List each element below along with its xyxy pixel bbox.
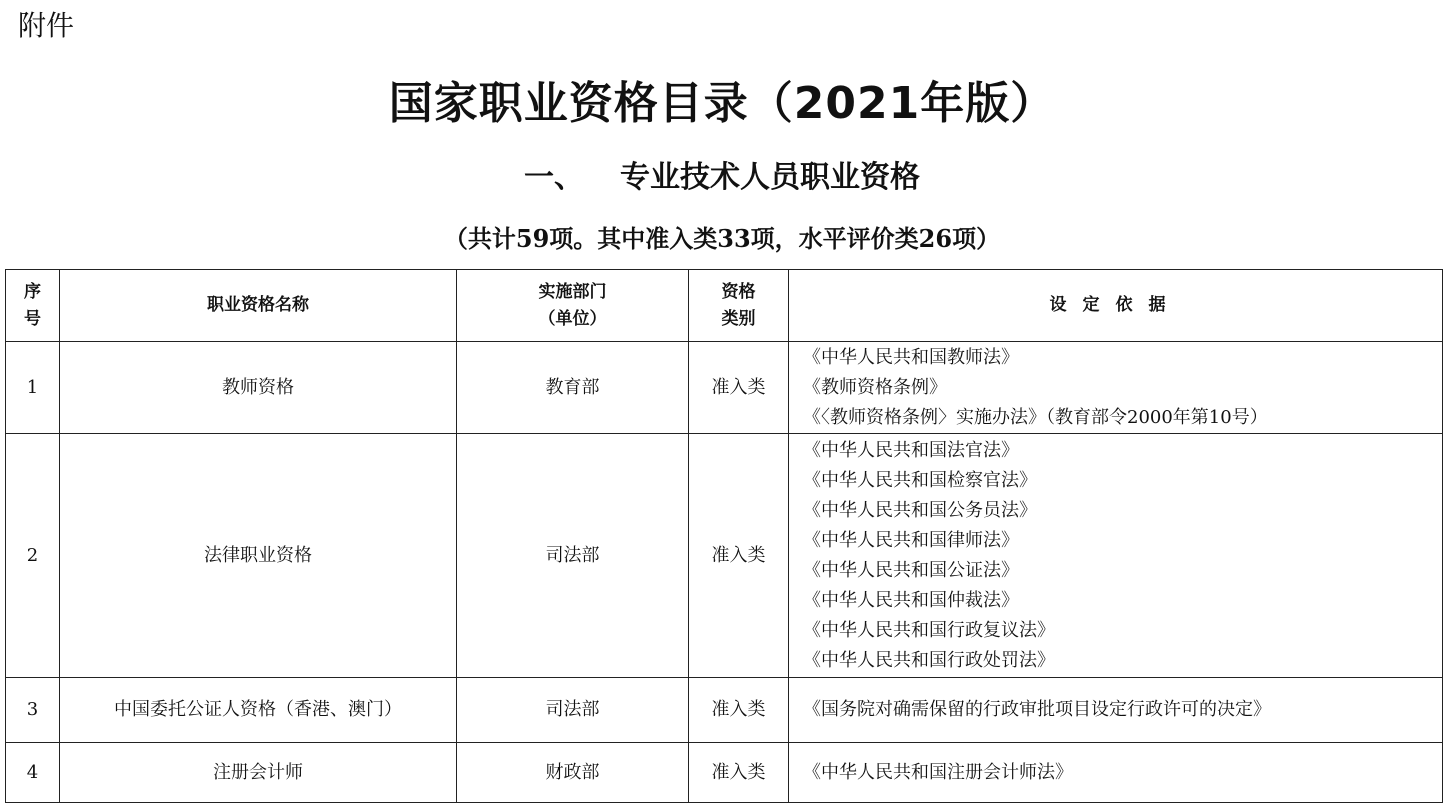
cell-qualification-name: 中国委托公证人资格（香港、澳门） xyxy=(60,678,457,743)
basis-item: 《中华人民共和国教师法》 xyxy=(803,346,1019,368)
basis-item: 《中华人民共和国公务员法》 xyxy=(803,499,1037,521)
header-category-line-2: 类别 xyxy=(721,308,756,329)
basis-item: 《教师资格条例》 xyxy=(803,376,947,398)
header-dept-line-2: （单位） xyxy=(538,308,607,329)
header-category xyxy=(689,270,789,342)
cell-basis xyxy=(789,434,1443,678)
table-row xyxy=(6,434,1443,678)
cell-basis xyxy=(789,342,1443,434)
table-body xyxy=(6,342,1443,803)
cell-seq: 4 xyxy=(6,743,60,803)
cell-seq: 3 xyxy=(6,678,60,743)
cell-category: 准入类 xyxy=(689,342,789,434)
basis-item: 《中华人民共和国仲裁法》 xyxy=(803,589,1019,611)
basis-item: 《中华人民共和国律师法》 xyxy=(803,529,1019,551)
basis-item: 《中华人民共和国行政复议法》 xyxy=(803,619,1055,641)
header-dept-line-1: 实施部门 xyxy=(538,281,607,302)
table-row xyxy=(6,678,1443,743)
header-seq-line-1: 序 xyxy=(24,281,41,302)
header-basis xyxy=(789,270,1443,342)
cell-category: 准入类 xyxy=(689,678,789,743)
table-row xyxy=(6,743,1443,803)
basis-item: 《中华人民共和国注册会计师法》 xyxy=(803,761,1073,783)
cell-seq: 2 xyxy=(6,434,60,678)
cell-basis xyxy=(789,743,1443,803)
basis-item: 《中华人民共和国法官法》 xyxy=(803,439,1019,461)
basis-item: 《中华人民共和国公证法》 xyxy=(803,559,1019,581)
cell-basis xyxy=(789,678,1443,743)
cell-qualification-name: 教师资格 xyxy=(60,342,457,434)
cell-category: 准入类 xyxy=(689,743,789,803)
cell-qualification-name: 注册会计师 xyxy=(60,743,457,803)
section-title: 专业技术人员职业资格 xyxy=(620,160,920,195)
cell-department: 司法部 xyxy=(457,434,689,678)
page-title: 国家职业资格目录（2021年版） xyxy=(388,78,1056,129)
basis-item: 《中华人民共和国行政处罚法》 xyxy=(803,649,1055,671)
basis-item: 《中华人民共和国检察官法》 xyxy=(803,469,1037,491)
qualification-table xyxy=(5,269,1443,803)
header-dept xyxy=(457,270,689,342)
header-seq xyxy=(6,270,60,342)
basis-item: 《〈教师资格条例〉实施办法》（教育部令2000年第10号） xyxy=(803,406,1268,428)
table-header-row xyxy=(6,270,1443,342)
cell-department: 司法部 xyxy=(457,678,689,743)
cell-department: 财政部 xyxy=(457,743,689,803)
summary-count: （共计59项。其中准入类33项，水平评价类26项） xyxy=(443,224,1001,253)
section-heading xyxy=(0,158,1444,198)
header-seq-line-2: 号 xyxy=(24,308,41,329)
basis-item: 《国务院对确需保留的行政审批项目设定行政许可的决定》 xyxy=(803,699,1271,720)
cell-seq: 1 xyxy=(6,342,60,434)
cell-qualification-name: 法律职业资格 xyxy=(60,434,457,678)
header-basis-text: 设定依据 xyxy=(1049,295,1182,315)
cell-department: 教育部 xyxy=(457,342,689,434)
table-row xyxy=(6,342,1443,434)
cell-category: 准入类 xyxy=(689,434,789,678)
header-name: 职业资格名称 xyxy=(60,270,457,342)
section-number: 一、 xyxy=(524,160,584,195)
attachment-label: 附件 xyxy=(18,9,75,42)
header-category-line-1: 资格 xyxy=(721,281,756,302)
